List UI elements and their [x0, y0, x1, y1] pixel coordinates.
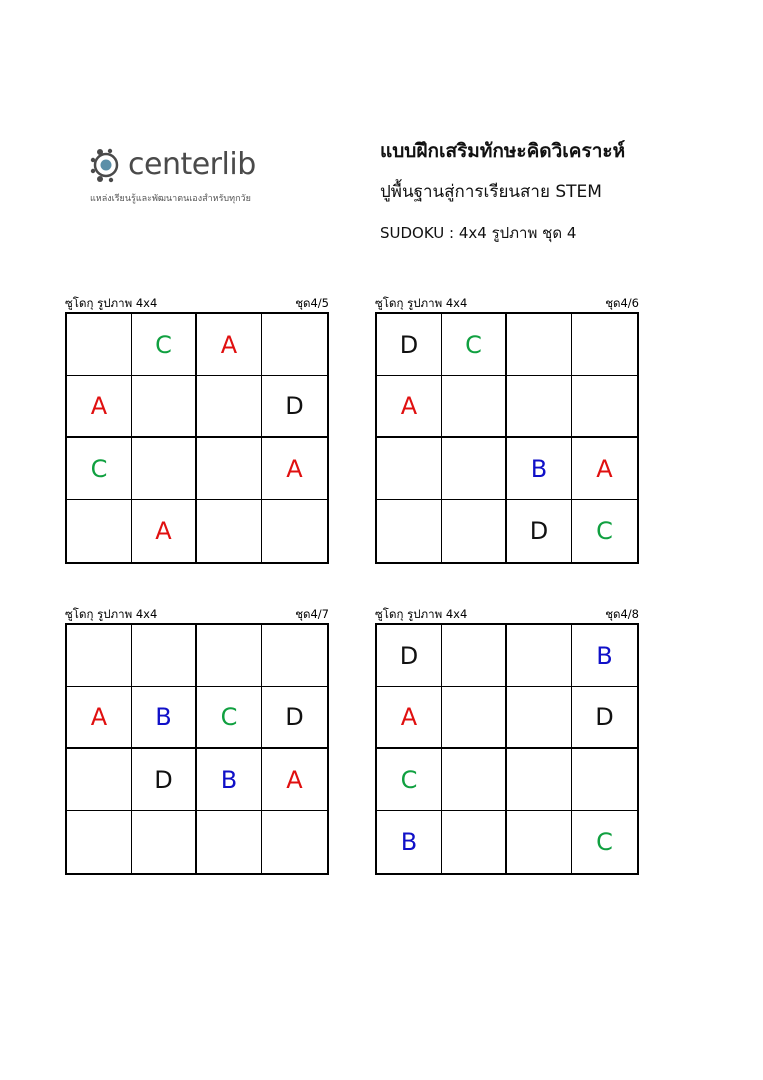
sudoku-cell[interactable] — [507, 749, 572, 811]
sudoku-puzzle — [375, 294, 639, 564]
puzzle-header — [65, 605, 329, 623]
sudoku-cell[interactable] — [132, 438, 197, 500]
sudoku-cell: B — [507, 438, 572, 500]
sudoku-cell: D — [507, 500, 572, 562]
sudoku-cell: C — [442, 314, 507, 376]
worksheet-subtitle: ปูพื้นฐานสู่การเรียนสาย STEM — [380, 182, 602, 202]
sudoku-cell[interactable] — [507, 811, 572, 873]
sudoku-cell[interactable] — [67, 500, 132, 562]
puzzle-header — [375, 605, 639, 623]
network-dots-icon — [88, 145, 130, 187]
sudoku-cell[interactable] — [197, 376, 262, 438]
sudoku-cell[interactable] — [67, 625, 132, 687]
sudoku-cell: A — [377, 376, 442, 438]
puzzle-header — [375, 294, 639, 312]
sudoku-cell: A — [132, 500, 197, 562]
sudoku-cell: B — [377, 811, 442, 873]
puzzle-set-number: ชุด4/6 — [605, 296, 639, 310]
sudoku-cell[interactable] — [262, 811, 327, 873]
sudoku-puzzle — [375, 605, 639, 875]
sudoku-cell[interactable] — [442, 811, 507, 873]
sudoku-cell[interactable] — [132, 811, 197, 873]
sudoku-cell[interactable] — [262, 500, 327, 562]
sudoku-cell: D — [132, 749, 197, 811]
puzzle-title: ซูโดกุ รูปภาพ 4x4 — [375, 607, 468, 621]
centerlib-logo — [88, 145, 288, 207]
sudoku-cell: C — [67, 438, 132, 500]
sudoku-cell: A — [572, 438, 637, 500]
puzzle-title: ซูโดกุ รูปภาพ 4x4 — [65, 607, 158, 621]
sudoku-puzzle — [65, 605, 329, 875]
sudoku-cell: A — [377, 687, 442, 749]
sudoku-cell: D — [377, 625, 442, 687]
sudoku-grid — [375, 623, 639, 875]
puzzle-set-number: ชุด4/8 — [605, 607, 639, 621]
worksheet-title: แบบฝึกเสริมทักษะคิดวิเคราะห์ — [380, 140, 626, 162]
sudoku-cell[interactable] — [572, 376, 637, 438]
sudoku-cell: C — [596, 828, 613, 856]
worksheet-set-line: SUDOKU : 4x4 รูปภาพ ชุด 4 — [380, 224, 577, 242]
puzzle-header — [65, 294, 329, 312]
sudoku-cell[interactable] — [507, 314, 572, 376]
sudoku-cell: C — [377, 749, 442, 811]
sudoku-cell[interactable] — [572, 314, 637, 376]
sudoku-cell[interactable] — [67, 811, 132, 873]
sudoku-cell[interactable] — [132, 376, 197, 438]
sudoku-cell[interactable] — [67, 749, 132, 811]
sudoku-cell[interactable] — [377, 438, 442, 500]
sudoku-cell: C — [197, 687, 262, 749]
sudoku-puzzle — [65, 294, 329, 564]
sudoku-cell[interactable] — [442, 749, 507, 811]
sudoku-cell[interactable] — [507, 376, 572, 438]
sudoku-cell[interactable] — [442, 687, 507, 749]
sudoku-cell: A — [67, 376, 132, 438]
sudoku-cell: A — [197, 314, 262, 376]
sudoku-cell[interactable] — [507, 687, 572, 749]
sudoku-cell: A — [262, 749, 327, 811]
sudoku-cell: A — [67, 687, 132, 749]
sudoku-cell: D — [262, 376, 327, 438]
sudoku-grid — [65, 312, 329, 564]
sudoku-grid — [375, 312, 639, 564]
sudoku-cell: D — [572, 687, 637, 749]
sudoku-cell[interactable] — [197, 438, 262, 500]
puzzle-title: ซูโดกุ รูปภาพ 4x4 — [65, 296, 158, 310]
sudoku-cell[interactable] — [507, 625, 572, 687]
sudoku-cell: C — [596, 517, 613, 545]
sudoku-cell[interactable] — [197, 811, 262, 873]
puzzle-set-number: ชุด4/5 — [295, 296, 329, 310]
sudoku-cell: A — [262, 438, 327, 500]
sudoku-cell[interactable] — [442, 376, 507, 438]
sudoku-cell[interactable] — [442, 500, 507, 562]
sudoku-cell[interactable] — [197, 500, 262, 562]
sudoku-cell: B — [197, 749, 262, 811]
sudoku-cell: D — [377, 314, 442, 376]
sudoku-cell[interactable] — [197, 625, 262, 687]
logo-wordmark: centerlib — [128, 147, 256, 182]
logo-tagline: แหล่งเรียนรู้และพัฒนาตนเองสำหรับทุกวัย — [90, 194, 251, 204]
sudoku-cell[interactable] — [132, 625, 197, 687]
sudoku-cell: C — [132, 314, 197, 376]
sudoku-cell[interactable] — [442, 625, 507, 687]
sudoku-cell[interactable] — [442, 438, 507, 500]
sudoku-cell[interactable] — [262, 625, 327, 687]
sudoku-cell: B — [572, 625, 637, 687]
sudoku-cell[interactable] — [262, 314, 327, 376]
sudoku-cell[interactable] — [377, 500, 442, 562]
sudoku-cell[interactable] — [572, 749, 637, 811]
puzzle-title: ซูโดกุ รูปภาพ 4x4 — [375, 296, 468, 310]
puzzle-set-number: ชุด4/7 — [295, 607, 329, 621]
sudoku-cell: B — [132, 687, 197, 749]
sudoku-grid — [65, 623, 329, 875]
sudoku-cell[interactable] — [67, 314, 132, 376]
sudoku-cell: D — [262, 687, 327, 749]
